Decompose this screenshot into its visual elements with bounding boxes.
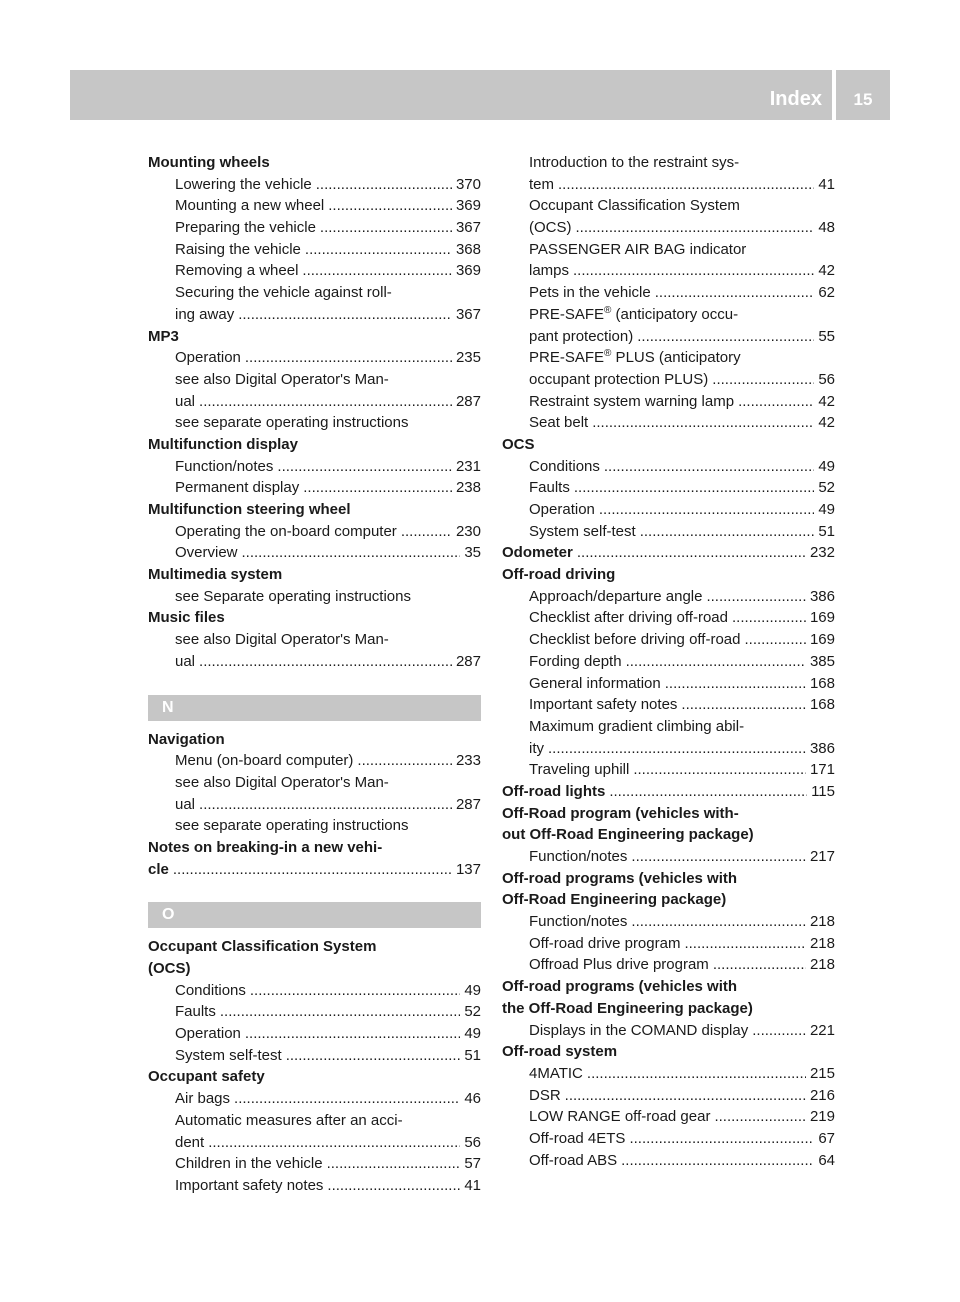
page-ref: 41 [464, 1176, 481, 1194]
entry-heading: Multifunction steering wheel [148, 501, 351, 518]
entry-list [502, 911, 835, 976]
entry-label: Approach/departure angle [529, 587, 703, 605]
entry-item[interactable]: (OCS) ..... 48 [502, 217, 835, 239]
entry-label: System self-test [529, 522, 636, 540]
entry-item[interactable] [502, 1063, 835, 1085]
entry-item[interactable] [502, 1128, 835, 1150]
entry-label: Fording depth [529, 652, 622, 670]
entry-label: Conditions [175, 981, 246, 999]
entry-item[interactable] [502, 911, 835, 933]
page-ref: 369 [455, 197, 481, 215]
entry-item[interactable] [502, 521, 835, 543]
entry-text: see also Digital Operator's Man- [175, 773, 389, 791]
entry-label: Off-road 4ETS [529, 1129, 626, 1147]
entry-item[interactable] [148, 542, 481, 564]
entry-heading: Off-road system [502, 1043, 618, 1061]
entry-text: Automatic measures after an acci- [175, 1111, 403, 1129]
page-ref: 287 [455, 392, 481, 410]
entry-heading: Navigation [148, 730, 225, 748]
page-ref: 55 [818, 327, 835, 345]
entry-heading: Off-Road Engineering package) [502, 891, 727, 909]
entry-item[interactable] [148, 239, 481, 261]
page-ref: 219 [809, 1108, 835, 1126]
entry-label: Operating the on-board computer [175, 522, 397, 540]
entry-text: Introduction to the restraint sys- [529, 154, 740, 171]
entry-label: Offroad Plus drive program [529, 956, 709, 974]
entry-item[interactable]: ual ..... 287 [148, 794, 481, 816]
page-ref: 238 [455, 479, 481, 497]
entry-text: Occupant Classification System [529, 197, 740, 215]
entry-item[interactable] [502, 477, 835, 499]
entry-item[interactable] [502, 954, 835, 976]
page-number: 15 [836, 70, 890, 120]
page-ref: 171 [809, 761, 835, 779]
page-ref: 231 [455, 457, 481, 475]
page-ref: 367 [455, 219, 481, 237]
entry-label: Off-road ABS [529, 1151, 618, 1169]
entry-item[interactable]: Operation ..... 235 [148, 347, 481, 369]
entry-item[interactable]: Menu (on-board computer) ..... 233 [148, 750, 481, 772]
entry-label: System self-test [175, 1046, 282, 1064]
entry-item[interactable]: ity ..... 386 [502, 738, 835, 760]
entry-item[interactable] [502, 673, 835, 695]
entry-item[interactable]: Seat belt ..... 42 [502, 412, 835, 434]
entry-text: see also Digital Operator's Man- [175, 370, 389, 388]
page-ref: 52 [464, 1003, 481, 1021]
entry-item[interactable]: dent ..... 56 [148, 1132, 481, 1154]
page-ref: 217 [809, 848, 835, 865]
page-ref: 49 [818, 457, 835, 475]
page-ref: 385 [809, 652, 835, 670]
entry-item[interactable] [148, 477, 481, 499]
entry-label: Checklist after driving off-road [529, 609, 728, 627]
page-ref: 56 [818, 370, 835, 388]
entry-label: Permanent display [175, 479, 300, 497]
entry-label: Important safety notes [529, 696, 678, 714]
entry-item[interactable] [148, 1045, 481, 1067]
entry-label: Function/notes [175, 457, 274, 475]
page-ref: 218 [809, 913, 835, 931]
page-ref: 216 [809, 1086, 835, 1104]
entry-item[interactable] [502, 651, 835, 673]
page-ref: 46 [464, 1090, 481, 1108]
entry-item[interactable] [148, 195, 481, 217]
entry-heading: (OCS) [148, 960, 191, 977]
entry-text: Securing the vehicle against roll- [175, 284, 392, 302]
page-ref: 169 [809, 631, 835, 649]
entry-item[interactable]: Pets in the vehicle ..... 62 [502, 282, 835, 304]
entry-label: Removing a wheel [175, 262, 299, 280]
entry-list [148, 456, 481, 499]
left-column [148, 152, 481, 1197]
entry-item[interactable]: ing away ..... 367 [148, 304, 481, 326]
page-ref: 49 [464, 981, 481, 999]
entry-item[interactable] [502, 629, 835, 651]
entry-item[interactable]: tem ..... 41 [502, 174, 835, 196]
entry-heading: the Off-Road Engineering package) [502, 999, 753, 1017]
entry-heading: Notes on breaking-in a new vehi- [148, 838, 383, 856]
entry-heading: Mounting wheels [148, 154, 270, 171]
page-ref: 367 [455, 305, 481, 323]
entry-label: Faults [175, 1003, 216, 1021]
entry-item[interactable]: cle ..... 137 [148, 859, 481, 881]
page-ref: 218 [809, 934, 835, 952]
entry-label: Off-road drive program [529, 934, 681, 952]
section-header-n: N [148, 695, 481, 721]
page-ref: 57 [464, 1155, 481, 1173]
entry-heading: Occupant Classification System [148, 938, 377, 956]
entry-item[interactable] [148, 1001, 481, 1023]
entry-list [148, 174, 481, 282]
entry-label: General information [529, 674, 661, 692]
entry-heading: Off-Road program (vehicles with- [502, 804, 739, 822]
entry-label: Operation [529, 501, 595, 518]
entry-heading: Multimedia system [148, 566, 283, 584]
entry-heading: Occupant safety [148, 1068, 265, 1086]
section-header-o: O [148, 902, 481, 928]
entry-heading: Multifunction display [148, 435, 298, 453]
entry-item[interactable]: Function/notes ..... 217 [502, 846, 835, 868]
entry-item[interactable]: Traveling uphill ..... 171 [502, 759, 835, 781]
page-ref: 64 [818, 1151, 835, 1169]
page-ref: 232 [809, 544, 835, 562]
page-ref: 168 [809, 696, 835, 714]
entry-item[interactable] [148, 980, 481, 1002]
entry-text: PASSENGER AIR BAG indicator [529, 240, 747, 258]
entry-item[interactable]: occupant protection PLUS) ..... 56 [502, 369, 835, 391]
entry-item[interactable] [148, 456, 481, 478]
page-ref: 233 [455, 752, 481, 770]
entry-item[interactable] [148, 521, 481, 543]
entry-item[interactable] [148, 1023, 481, 1045]
entry-text: PRE-SAFE® PLUS (anticipatory [529, 348, 741, 367]
page-ref: 51 [818, 522, 835, 540]
entry-item[interactable]: Important safety notes ..... 41 [148, 1175, 481, 1197]
page-ref: 370 [455, 175, 481, 193]
entry-label: Preparing the vehicle [175, 219, 316, 237]
entry-heading: Off-road driving [502, 566, 616, 584]
entry-item[interactable] [148, 217, 481, 239]
page-ref: 48 [818, 219, 835, 237]
page-ref: 386 [809, 739, 835, 757]
entry-label: Function/notes [529, 913, 628, 931]
entry-heading: MP3 [148, 327, 179, 345]
entry-list [502, 586, 835, 716]
entry-label: Checklist before driving off-road [529, 631, 741, 649]
page-ref: 235 [455, 349, 481, 367]
entry-item[interactable]: lamps ..... 42 [502, 260, 835, 282]
page-ref: 215 [809, 1064, 835, 1082]
entry-label: Mounting a new wheel [175, 197, 325, 215]
entry-label: Faults [529, 479, 570, 497]
page-ref: 115 [811, 782, 835, 800]
entry-text: Maximum gradient climbing abil- [529, 717, 745, 735]
entry-item[interactable] [502, 586, 835, 608]
entry-label: DSR [529, 1086, 561, 1104]
page-ref: 49 [818, 501, 835, 518]
entry-heading: OCS [502, 435, 535, 453]
entry-heading: Off-road programs (vehicles with [502, 869, 738, 887]
entry-text: PRE-SAFE® (anticipatory occu- [529, 304, 739, 323]
entry-item[interactable] [502, 1150, 835, 1172]
entry-item[interactable]: Restraint system warning lamp ..... 42 [502, 391, 835, 413]
page-ref: 137 [455, 860, 481, 878]
entry-item[interactable] [148, 174, 481, 196]
entry-label: Operation [175, 1025, 241, 1043]
entry-item[interactable]: Air bags ..... 46 [148, 1088, 481, 1110]
entry-heading: out Off-Road Engineering package) [502, 826, 754, 844]
page-ref: 67 [818, 1129, 835, 1147]
entry-label: 4MATIC [529, 1064, 583, 1082]
entry-item[interactable] [148, 260, 481, 282]
entry-list [148, 521, 481, 564]
entry-list [502, 456, 835, 543]
page-ref: 169 [809, 609, 835, 627]
page-ref: 42 [818, 414, 835, 432]
page-ref: 42 [818, 262, 835, 280]
entry-item[interactable] [502, 607, 835, 629]
entry-item[interactable]: Displays in the COMAND display ..... 221 [502, 1020, 835, 1042]
entry-item[interactable] [502, 1085, 835, 1107]
entry-list [502, 1063, 835, 1171]
page-ref: 51 [464, 1046, 481, 1064]
entry-item[interactable]: Odometer ..... 232 [502, 542, 835, 564]
page-ref: 368 [455, 240, 481, 258]
right-column [502, 152, 835, 1171]
page-ref: 62 [818, 284, 835, 302]
entry-item[interactable]: Children in the vehicle ..... 57 [148, 1153, 481, 1175]
entry-text: see separate operating instructions [175, 414, 409, 432]
page-ref: 42 [818, 392, 835, 410]
entry-item[interactable]: ual ..... 287 [148, 651, 481, 673]
entry-heading: Music files [148, 609, 225, 627]
entry-label: LOW RANGE off-road gear [529, 1108, 711, 1126]
entry-text: see also Digital Operator's Man- [175, 631, 389, 649]
entry-text: see Separate operating instructions [175, 587, 411, 605]
entry-heading: Off-road programs (vehicles with [502, 978, 738, 996]
page-ref: 369 [455, 262, 481, 280]
page-ref: 56 [464, 1133, 481, 1151]
page-ref: 41 [818, 175, 835, 193]
entry-item[interactable]: pant protection) ..... 55 [502, 326, 835, 348]
page-ref: 168 [809, 674, 835, 692]
entry-item[interactable]: ual ..... 287 [148, 391, 481, 413]
page-ref: 52 [818, 479, 835, 497]
entry-item[interactable] [502, 694, 835, 716]
entry-list [148, 980, 481, 1067]
page-ref: 221 [809, 1021, 835, 1039]
entry-item[interactable]: Off-road lights ..... 115 [502, 781, 835, 803]
entry-item[interactable] [502, 499, 835, 521]
page-ref: 287 [455, 795, 481, 813]
entry-item[interactable] [502, 933, 835, 955]
page-ref: 218 [809, 956, 835, 974]
entry-label: Lowering the vehicle [175, 175, 312, 193]
page-ref: 49 [464, 1025, 481, 1043]
entry-text: see separate operating instructions [175, 817, 409, 835]
entry-label: Raising the vehicle [175, 240, 301, 258]
entry-item[interactable] [502, 456, 835, 478]
page-ref: 287 [455, 652, 481, 670]
page-ref: 386 [809, 587, 835, 605]
entry-label: Overview [175, 544, 238, 562]
entry-item[interactable] [502, 1106, 835, 1128]
page-ref: 230 [455, 522, 481, 540]
page-title: Index [769, 88, 822, 110]
entry-label: Conditions [529, 457, 600, 475]
page-ref: 35 [464, 544, 481, 562]
